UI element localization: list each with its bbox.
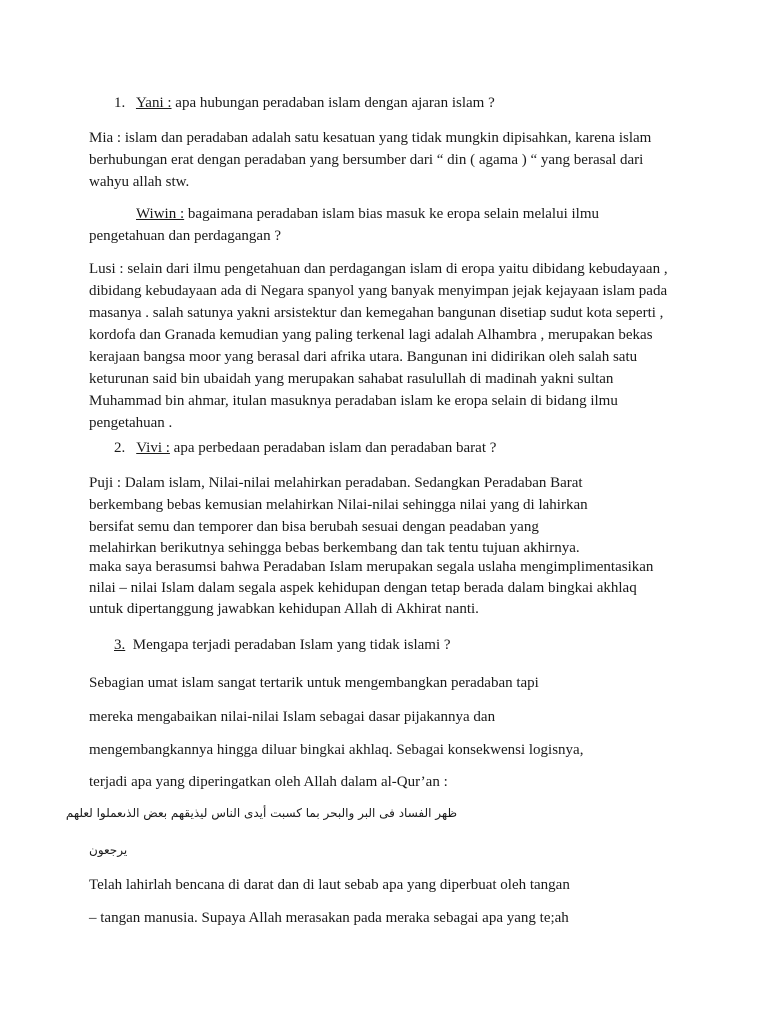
answer-1-line: Mia : islam dan peradaban adalah satu kesatuan yang tidak mungkin dipisahkan, karena islam xyxy=(89,130,652,146)
answer-2-line: maka saya berasumsi bahwa Peradaban Islam merupakan segala uslaha mengimplimentasikan xyxy=(89,559,654,575)
followup-question-text: bagaimana peradaban islam bias masuk ke eropa selain melalui ilmu xyxy=(184,206,600,222)
arabic-verse-line-2: يرجعون xyxy=(89,843,128,857)
answer-2-line: melahirkan berikutnya sehingga bebas berkembang dan tak tentu tujuan akhirnya. xyxy=(89,540,580,556)
followup-answer-line: pengetahuan . xyxy=(89,415,173,431)
translation-line: Telah lahirlah bencana di darat dan di laut sebab apa yang diperbuat oleh tangan xyxy=(89,877,570,893)
question-3-number: 3. xyxy=(114,637,126,653)
question-2-number: 2. xyxy=(114,440,126,456)
answer-1-line: berhubungan erat dengan peradaban yang bersumber dari “ din ( agama ) “ yang berasal dari xyxy=(89,152,644,168)
followup-question xyxy=(136,203,599,225)
followup-answer-line: Muhammad bin ahmar, itulan masuknya peradaban islam ke eropa selain di bidang ilmu xyxy=(89,393,618,409)
arabic-verse-line-1: ظهر الفساد فى البر والبحر بما كسبت أيدى الناس ليذيقهم بعض الذىعملوا لعلهم xyxy=(65,806,457,820)
answer-3-line: Sebagian umat islam sangat tertarik untuk mengembangkan peradaban tapi xyxy=(89,675,539,691)
answer-3-line: mereka mengabaikan nilai-nilai Islam sebagai dasar pijakannya dan xyxy=(89,709,496,725)
followup-answer-line: dibidang kebudayaan ada di Negara spanyol yang banyak menyimpan jejak kejayaan islam pada xyxy=(89,283,668,299)
question-3-text: Mengapa terjadi peradaban Islam yang tidak islami ? xyxy=(132,637,451,653)
translation-line: – tangan manusia. Supaya Allah merasakan pada meraka sebagai apa yang te;ah xyxy=(89,910,569,926)
question-2 xyxy=(114,437,496,459)
followup-answer-line: masanya . salah satunya yakni arsistektur dan kemegahan bangunan disetiap sudut kota seperti , xyxy=(89,305,664,321)
answer-2-line: nilai – nilai Islam dalam segala aspek kehidupan dengan tetap berada dalam bingkai akhlaq xyxy=(89,580,637,596)
answer-1-line: wahyu allah stw. xyxy=(89,174,190,190)
followup-question-cont: pengetahuan dan perdagangan ? xyxy=(89,228,281,244)
followup-answer-line: keturunan said bin ubaidah yang merupakan sahabat rasulullah di madinah yakni sultan xyxy=(89,371,614,387)
followup-answer-line: kordofa dan Granada kemudian yang paling terkenal lagi adalah Alhambra , merupakan bekas xyxy=(89,327,653,343)
followup-answer-line: Lusi : selain dari ilmu pengetahuan dan perdagangan islam di eropa yaitu dibidang kebudayaan , xyxy=(89,261,668,277)
answer-2-line: berkembang bebas kemusian melahirkan Nilai-nilai sehingga nilai yang di lahirkan xyxy=(89,497,588,513)
answer-2-line: Puji : Dalam islam, Nilai-nilai melahirkan peradaban. Sedangkan Peradaban Barat xyxy=(89,475,583,491)
question-1-number: 1. xyxy=(114,95,126,111)
question-1-text: apa hubungan peradaban islam dengan ajaran islam ? xyxy=(171,95,495,111)
followup-asker: Wiwin : xyxy=(136,206,185,222)
answer-2-line: bersifat semu dan temporer dan bisa berubah sesuai dengan peadaban yang xyxy=(89,519,539,535)
question-1-asker: Yani : xyxy=(135,95,172,111)
answer-3-line: mengembangkannya hingga diluar bingkai akhlaq. Sebagai konsekwensi logisnya, xyxy=(89,742,584,758)
followup-answer-line: kerajaan bangsa moor yang berasal dari afrika utara. Bangunan ini didirikan oleh salah satu xyxy=(89,349,638,365)
question-2-asker: Vivi : xyxy=(136,440,170,456)
question-3 xyxy=(114,634,451,656)
answer-2-line: untuk dipertanggung jawabkan kehidupan Allah di Akhirat nanti. xyxy=(89,601,479,617)
question-2-text: apa perbedaan peradaban islam dan peradaban barat ? xyxy=(169,440,497,456)
answer-3-line: terjadi apa yang diperingatkan oleh Allah dalam al-Qur’an : xyxy=(89,774,448,790)
question-1 xyxy=(114,92,495,114)
